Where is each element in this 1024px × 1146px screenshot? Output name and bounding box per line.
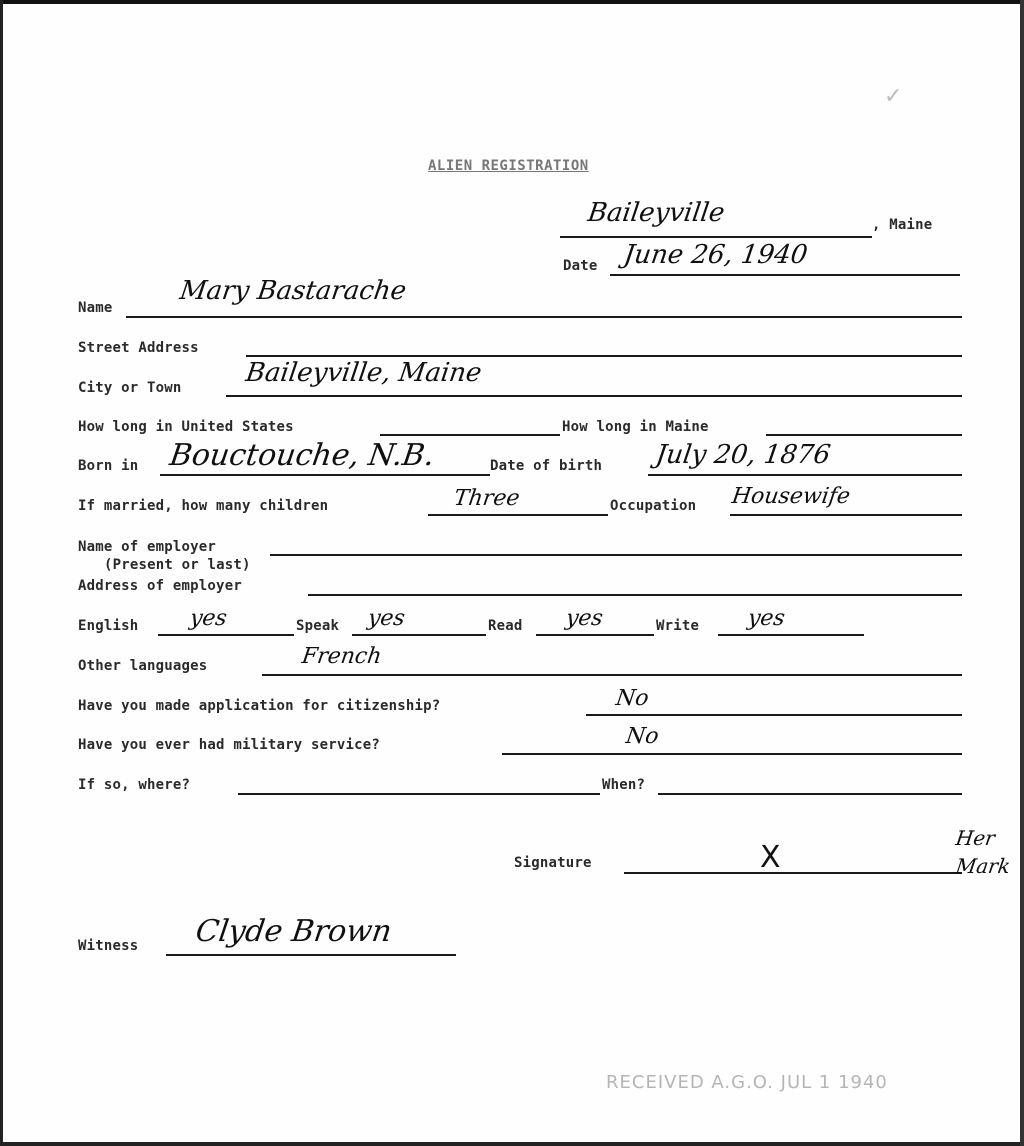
- read-label: Read: [488, 618, 523, 634]
- when-line: [658, 793, 962, 795]
- signature-line: [624, 872, 962, 874]
- city-line: [226, 395, 962, 397]
- citizenship-label: Have you made application for citizenship?: [78, 698, 441, 714]
- state-label: , Maine: [872, 217, 933, 233]
- signature-x-mark: X: [760, 840, 781, 875]
- dob-value: July 20, 1876: [653, 440, 833, 470]
- employer-line: [270, 554, 962, 556]
- scan-border-left: [0, 0, 3, 1146]
- other-languages-line: [262, 674, 962, 676]
- read-line: [536, 634, 654, 636]
- street-label: Street Address: [78, 340, 199, 356]
- received-stamp: RECEIVED A.G.O. JUL 1 1940: [606, 1072, 888, 1093]
- born-label: Born in: [78, 458, 139, 474]
- date-label: Date: [563, 258, 598, 274]
- military-value: No: [624, 724, 661, 749]
- occupation-value: Housewife: [730, 484, 852, 509]
- children-value: Three: [452, 486, 522, 511]
- write-value: yes: [746, 606, 787, 631]
- read-value: yes: [564, 606, 605, 631]
- date-value: June 26, 1940: [621, 240, 810, 270]
- citizenship-value: No: [614, 686, 651, 711]
- name-label: Name: [78, 300, 113, 316]
- employer-address-line: [308, 594, 962, 596]
- children-label: If married, how many children: [78, 498, 329, 514]
- dob-label: Date of birth: [490, 458, 603, 474]
- english-value: yes: [188, 606, 229, 631]
- write-line: [718, 634, 864, 636]
- speak-label: Speak: [296, 618, 340, 634]
- english-line: [158, 634, 294, 636]
- occupation-label: Occupation: [610, 498, 697, 514]
- witness-value: Clyde Brown: [193, 914, 394, 949]
- employer-sub-label: (Present or last): [104, 557, 251, 573]
- english-label: English: [78, 618, 139, 634]
- where-label: If so, where?: [78, 777, 191, 793]
- name-line: [126, 316, 962, 318]
- how-long-maine-label: How long in Maine: [562, 419, 709, 435]
- where-line: [238, 793, 600, 795]
- signature-label: Signature: [514, 855, 592, 871]
- dob-line: [648, 474, 962, 476]
- name-value: Mary Bastarache: [177, 276, 409, 306]
- scan-border-bottom: [0, 1142, 1024, 1146]
- children-line: [428, 514, 608, 516]
- speak-value: yes: [366, 606, 407, 631]
- speak-line: [352, 634, 486, 636]
- city-value: Baileyville, Maine: [243, 358, 484, 388]
- how-long-us-line: [380, 434, 560, 436]
- other-languages-label: Other languages: [78, 658, 208, 674]
- street-line: [246, 355, 962, 357]
- when-label: When?: [602, 777, 646, 793]
- other-languages-value: French: [300, 644, 384, 669]
- form-title: ALIEN REGISTRATION: [428, 158, 589, 174]
- military-label: Have you ever had military service?: [78, 737, 381, 753]
- her-text: Her: [954, 826, 997, 850]
- write-label: Write: [656, 618, 700, 634]
- date-line: [610, 274, 960, 276]
- citizenship-line: [586, 714, 962, 716]
- military-line: [502, 753, 962, 755]
- witness-line: [166, 954, 456, 956]
- mark-text: Mark: [954, 854, 1012, 878]
- city-label: City or Town: [78, 380, 182, 396]
- born-value: Bouctouche, N.B.: [167, 438, 437, 473]
- town-line: [560, 236, 872, 238]
- witness-label: Witness: [78, 938, 139, 954]
- employer-label: Name of employer: [78, 539, 217, 555]
- scan-border-top: [0, 0, 1024, 4]
- check-mark-icon: ✓: [884, 84, 903, 109]
- how-long-maine-line: [766, 434, 962, 436]
- town-value: Baileyville: [585, 198, 727, 228]
- employer-address-label: Address of employer: [78, 578, 242, 594]
- born-line: [160, 474, 490, 476]
- how-long-us-label: How long in United States: [78, 419, 294, 435]
- scan-border-right: [1020, 0, 1024, 1146]
- occupation-line: [730, 514, 962, 516]
